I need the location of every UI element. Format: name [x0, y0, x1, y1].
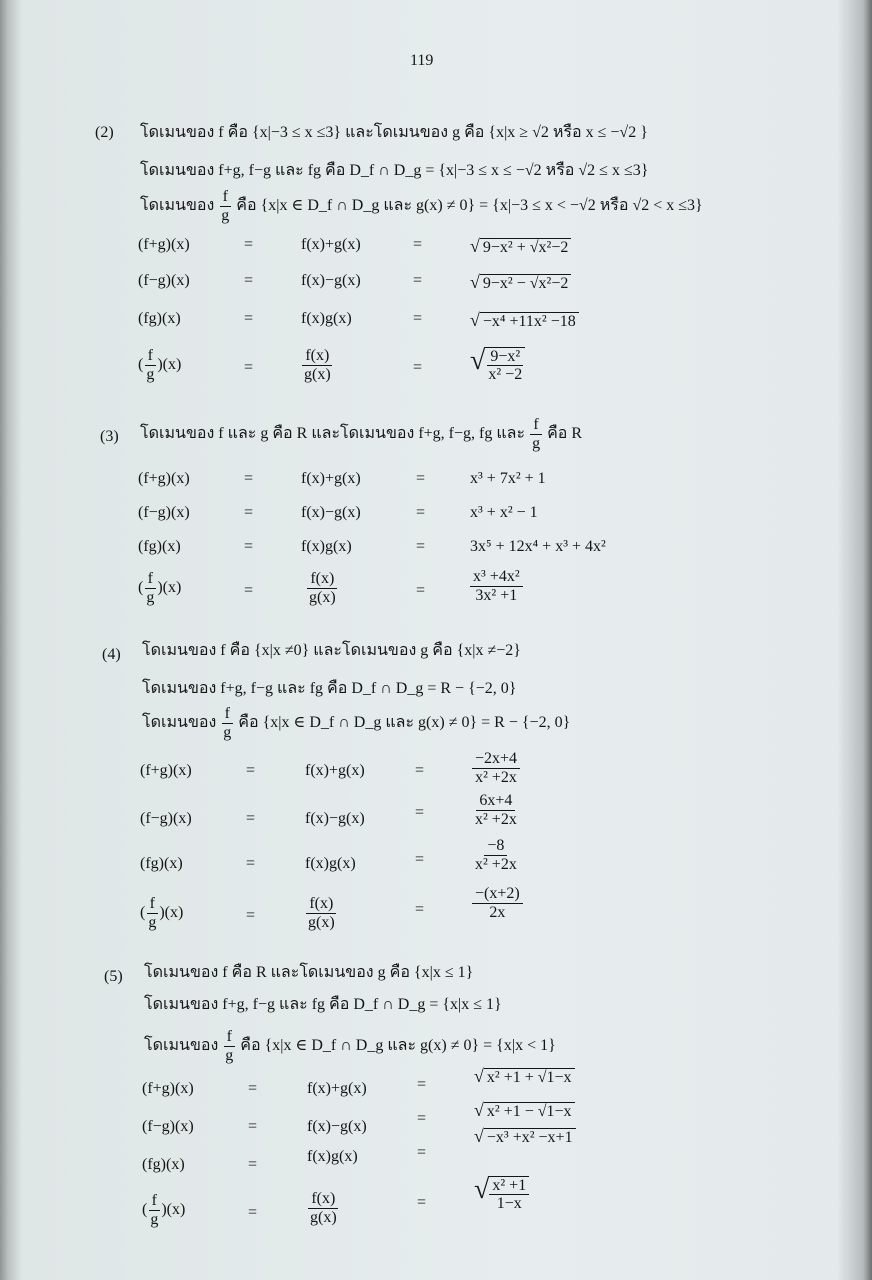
equation-row: (f+g)(x) = f(x)+g(x) = √ 9−x² + √x²−2 [138, 236, 872, 276]
item-number: (4) [102, 646, 121, 663]
equation-row: (f+g)(x) = f(x)+g(x) = √ x² +1 + √1−x [142, 1076, 872, 1116]
domain-statement: โดเมนของ f คือ {x|−3 ≤ x ≤3} และโดเมนของ g คือ {x|x ≥ √2 หรือ x ≤ −√2 } [140, 124, 648, 141]
quotient-row: ( $\frac{f}{g}$ )(x) = $\frac{f(x)}{g(x)}$ = $\frac{-(x+2)}{2x}$ [140, 893, 872, 933]
equation-row: (f−g)(x) = f(x)−g(x) = √ 9−x² − √x²−2 [138, 272, 872, 312]
equation-row: (f−g)(x) = f(x)−g(x) = $\frac{6x+4}{\text{x² +2x}}$ [140, 792, 517, 828]
page-number: 119 [410, 52, 434, 69]
item-number: (2) [95, 124, 114, 141]
equation-row: (f+g)(x) = f(x)+g(x) = x³ + 7x² + 1 [138, 470, 546, 487]
domain-statement: โดเมนของ f+g, f−g และ fg คือ D_f ∩ D_g = {x|−3 ≤ x ≤ −√2 หรือ √2 ≤ x ≤3} [140, 162, 649, 179]
item-number: (5) [104, 968, 123, 985]
domain-statement: โดเมนของ f คือ R และโดเมนของ g คือ {x|x ≤ 1} [144, 964, 474, 981]
domain-set: คือ {x|x ∈ D_f ∩ D_g และ g(x) ≠ 0} = {x|−3 ≤ x < −√2 หรือ √2 < x ≤3} [236, 196, 703, 214]
equation-row: (fg)(x) = f(x)g(x) = $\frac{-8}{\text{x² +2x}}$ [140, 837, 517, 873]
fraction: $\frac{f}{g}$ [221, 188, 230, 224]
domain-statement: โดเมนของ f และ g คือ R และโดเมนของ f+g, f−g, fg และ $\frac{f}{g}$ คือ R [140, 416, 583, 452]
equation-row: (fg)(x) = f(x)g(x) = 3x⁵ + 12x⁴ + x³ + 4x² [138, 538, 606, 555]
fraction: $\frac{f}{g}$ [532, 416, 541, 452]
domain-statement: โดเมนของ f คือ {x|x ≠0} และโดเมนของ g คือ {x|x ≠−2} [142, 642, 521, 659]
equation-row: (f−g)(x) = f(x)−g(x) = x³ + x² − 1 [138, 504, 538, 521]
equation-row: (fg)(x) = f(x)g(x) = √ −x⁴ +11x² −18 [138, 310, 872, 350]
quotient-row: ( $\frac{f}{g}$ )(x) = $\frac{f(x)}{g(x)}$ = √ $\frac{\text{9−x²}}{\text{x² −2}}$ [138, 345, 872, 385]
domain-statement: โดเมนของ f+g, f−g และ fg คือ D_f ∩ D_g = {x|x ≤ 1} [144, 996, 502, 1013]
fraction: $\frac{f}{g}$ [223, 705, 232, 741]
quotient-domain-statement: โดเมนของ $\frac{f}{g}$ คือ {x|x ∈ D_f ∩ D_g และ g(x) ≠ 0} = {x|x < 1} [144, 1028, 556, 1064]
domain-label: โดเมนของ [140, 196, 215, 214]
quotient-row: ( $\frac{f}{g}$ )(x) = $\frac{f(x)}{g(x)}$ = $\frac{\text{x³ +4x²}}{\text{3x² +1}}$ [138, 568, 872, 608]
quotient-domain-statement [140, 188, 703, 224]
equation-row: (fg)(x) = f(x)g(x) = √ −x³ +x² −x+1 [142, 1156, 872, 1196]
quotient-domain-statement: โดเมนของ $\frac{f}{g}$ คือ {x|x ∈ D_f ∩ D_g และ g(x) ≠ 0} = R − {−2, 0} [142, 705, 571, 741]
domain-statement: โดเมนของ f+g, f−g และ fg คือ D_f ∩ D_g = R − {−2, 0} [142, 680, 517, 697]
equation-row: (f+g)(x) = f(x)+g(x) = $\frac{-2x+4}{\text{x² +2x}}$ [140, 758, 872, 798]
equation-row: (f−g)(x) = f(x)−g(x) = √ x² +1 − √1−x [142, 1118, 872, 1158]
fraction: $\frac{f}{g}$ [225, 1028, 234, 1064]
item-number: (3) [100, 428, 119, 445]
quotient-row: ( $\frac{f}{g}$ )(x) = $\frac{f(x)}{g(x)}$ = √ $\frac{\text{x² +1}}{1-x}$ [142, 1190, 872, 1230]
